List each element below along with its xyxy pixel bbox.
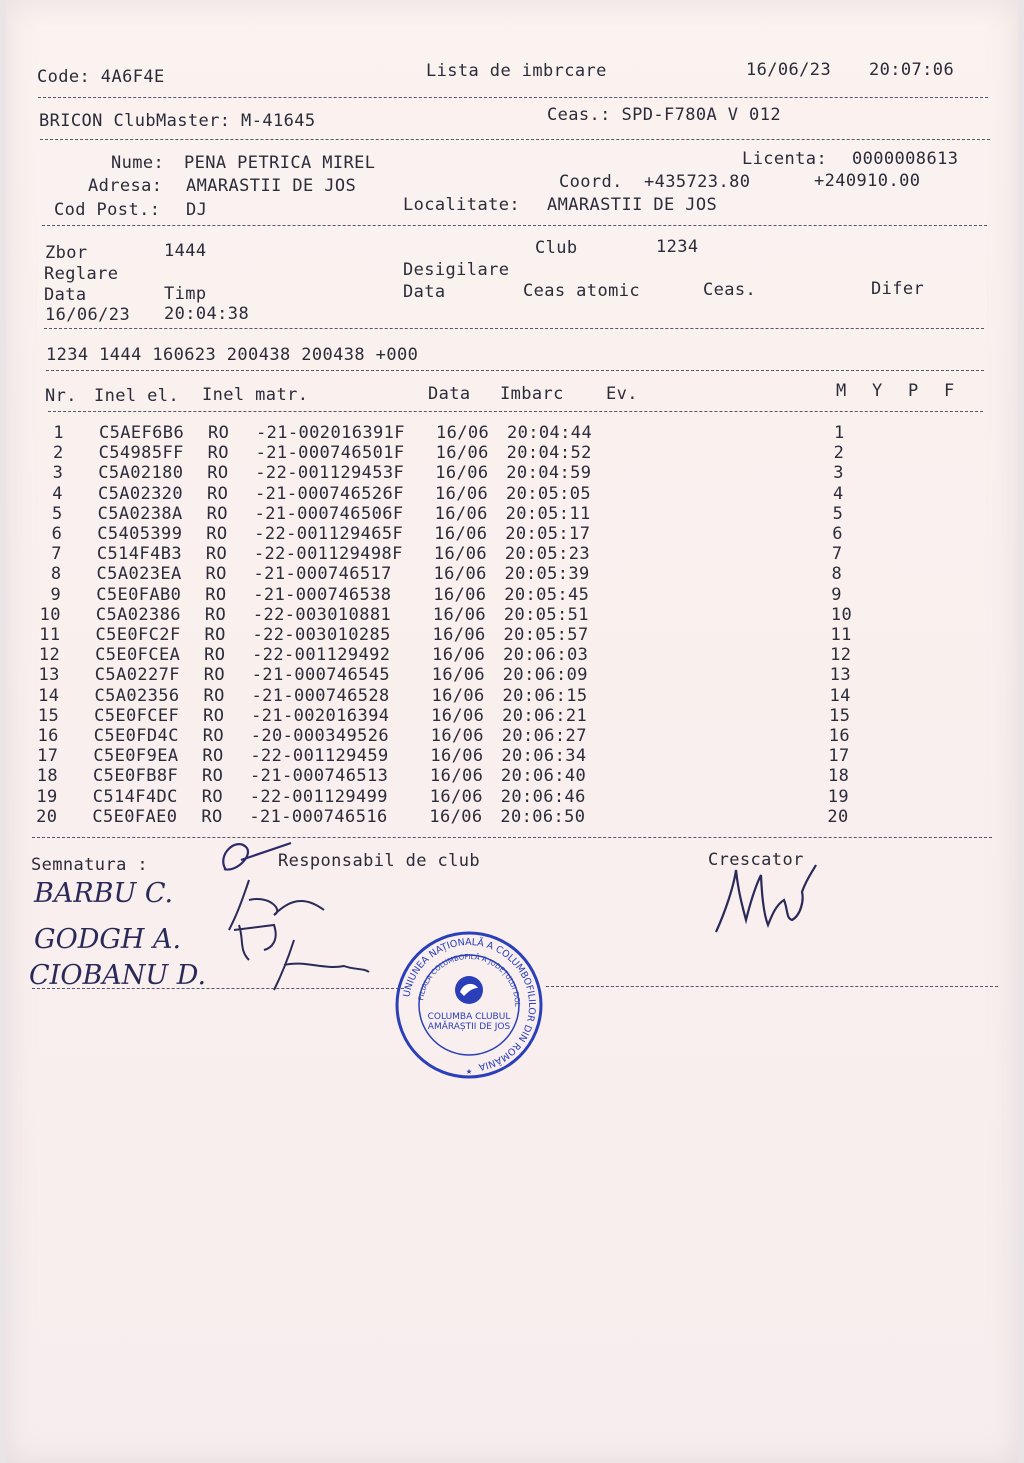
divider	[546, 986, 998, 987]
row-m: 3	[833, 463, 844, 484]
table-row	[6, 746, 1018, 766]
row-inel-matr: -21-000746506F	[254, 503, 404, 524]
row-m: 11	[830, 625, 852, 645]
row-m: 18	[828, 766, 850, 787]
row-date: 16/06	[431, 705, 485, 726]
row-country: RO	[206, 483, 229, 504]
row-m: 7	[831, 544, 843, 565]
row-nr: 12	[38, 645, 61, 666]
row-nr: 9	[50, 584, 62, 605]
row-inel-el: C5A02356	[94, 685, 180, 706]
row-imbarc-time: 20:04:59	[506, 463, 592, 484]
row-inel-matr: -21-002016394	[251, 705, 390, 726]
col-ev: Ev.	[606, 384, 638, 404]
table-row	[6, 443, 1018, 463]
divider	[40, 139, 990, 140]
row-date: 16/06	[433, 564, 487, 585]
row-country: RO	[205, 564, 227, 585]
row-inel-matr: -21-002016391F	[256, 423, 405, 443]
divider	[32, 837, 992, 838]
ticket-paper	[6, 0, 1018, 1463]
row-inel-matr: -20-000349526	[250, 726, 390, 746]
row-m: 17	[828, 746, 850, 767]
table-row	[6, 787, 1018, 807]
row-nr: 1	[53, 423, 64, 443]
row-imbarc-time: 20:05:57	[503, 625, 589, 645]
row-m: 20	[827, 806, 849, 827]
fancier-name: PENA PETRICA MIREL	[184, 153, 376, 173]
row-inel-el: C5E0FB8F	[93, 766, 179, 787]
row-date: 16/06	[431, 665, 485, 686]
row-country: RO	[203, 705, 225, 726]
row-date: 16/06	[429, 786, 483, 807]
row-country: RO	[207, 443, 229, 464]
row-inel-matr: -22-001129453F	[255, 463, 405, 484]
table-row	[6, 564, 1018, 584]
row-nr: 20	[36, 806, 58, 827]
row-imbarc-time: 20:06:46	[500, 786, 586, 807]
divider	[42, 225, 987, 226]
row-m: 14	[829, 685, 851, 706]
row-nr: 14	[38, 685, 60, 706]
divider	[38, 97, 988, 98]
row-date: 16/06	[436, 423, 490, 443]
row-inel-el: C5A023EA	[96, 564, 182, 585]
row-imbarc-time: 20:05:11	[505, 503, 591, 524]
row-imbarc-time: 20:05:05	[505, 483, 592, 504]
row-country: RO	[204, 625, 226, 645]
row-country: RO	[203, 665, 226, 686]
row-inel-matr: -21-000746516	[249, 806, 388, 827]
row-m: 19	[827, 786, 849, 807]
row-country: RO	[205, 544, 228, 565]
row-m: 5	[832, 503, 844, 524]
row-date: 16/06	[434, 483, 489, 504]
table-row	[6, 625, 1018, 645]
row-nr: 11	[39, 625, 61, 645]
row-country: RO	[204, 604, 227, 625]
row-inel-el: C5E0FAE0	[92, 806, 178, 827]
row-inel-matr: -21-000746501F	[255, 443, 405, 464]
data-label: Data	[44, 285, 87, 305]
row-date: 16/06	[434, 503, 488, 524]
code-label: Code: 4A6F4E	[37, 67, 165, 87]
row-country: RO	[204, 645, 226, 666]
postal-label: Cod Post.:	[54, 200, 161, 220]
row-country: RO	[202, 746, 224, 767]
row-imbarc-time: 20:06:40	[501, 766, 587, 787]
row-inel-el: C5E0F9EA	[93, 746, 179, 767]
col-f: F	[944, 381, 955, 401]
row-m: 6	[832, 524, 843, 544]
row-m: 9	[831, 584, 842, 605]
row-imbarc-time: 20:05:17	[505, 524, 591, 544]
name-label: Nume:	[111, 153, 165, 173]
row-date: 16/06	[435, 463, 489, 484]
row-imbarc-time: 20:06:21	[502, 705, 588, 726]
license-number: 0000008613	[852, 149, 959, 169]
row-date: 16/06	[432, 625, 486, 645]
row-m: 2	[833, 443, 845, 464]
col-inel-el: Inel el.	[94, 386, 180, 406]
address-label: Adresa:	[88, 176, 163, 196]
row-inel-el: C5E0FCEF	[94, 705, 180, 726]
stamp-center-text: COLUMBA CLUBUL AMĂRAȘTII DE JOS	[427, 1012, 511, 1032]
row-inel-matr: -21-000746517	[253, 564, 392, 585]
row-m: 13	[829, 665, 852, 686]
row-imbarc-time: 20:04:52	[506, 443, 592, 464]
row-inel-el: C5A02320	[97, 483, 184, 504]
row-m: 10	[830, 604, 853, 625]
row-nr: 7	[51, 544, 62, 565]
row-inel-matr: -21-000746538	[253, 584, 392, 605]
signature-godgh: GODGH A.	[34, 924, 182, 955]
row-inel-el: C514F4B3	[96, 544, 182, 565]
stamp-outer-text: UNIUNEA NAȚIONALĂ A COLUMBOFILILOR DIN ROMÂNIA	[401, 936, 538, 1073]
clock-model: Ceas.: SPD-F780A V 012	[547, 105, 781, 125]
row-nr: 3	[52, 463, 64, 484]
data2-label: Data	[403, 282, 446, 302]
license-label: Licenta:	[742, 149, 828, 169]
coord-label: Coord.	[559, 172, 623, 192]
club-label: Club	[535, 238, 578, 258]
row-inel-el: C5405399	[97, 524, 183, 544]
row-imbarc-time: 20:05:45	[504, 584, 590, 605]
row-date: 16/06	[430, 746, 484, 767]
row-m: 1	[834, 423, 845, 443]
table-row	[6, 524, 1018, 544]
row-inel-el: C514F4DC	[92, 786, 178, 807]
club-stamp	[394, 930, 544, 1082]
row-imbarc-time: 20:04:44	[507, 423, 593, 443]
table-row	[6, 665, 1018, 685]
device-name: BRICON ClubMaster: M-41645	[39, 111, 316, 131]
row-imbarc-time: 20:05:39	[504, 564, 590, 585]
table-row	[6, 766, 1018, 786]
row-inel-el: C5A0238A	[97, 503, 183, 524]
coord-lat: +435723.80	[644, 172, 751, 192]
row-inel-matr: -22-001129498F	[253, 544, 403, 565]
row-imbarc-time: 20:06:50	[500, 806, 586, 827]
flight-summary: 1234 1444 160623 200438 200438 +000	[46, 345, 419, 365]
row-m: 8	[831, 564, 843, 585]
signature-ciobanu: CIOBANU D.	[29, 960, 207, 991]
row-nr: 2	[53, 443, 64, 464]
row-m: 16	[828, 726, 851, 746]
row-inel-el: C5E0FCEA	[95, 645, 181, 666]
row-nr: 15	[37, 705, 60, 726]
col-inel-matr: Inel matr.	[202, 385, 309, 405]
row-country: RO	[202, 726, 225, 746]
crescator-signature	[706, 860, 836, 940]
row-date: 16/06	[435, 443, 489, 464]
row-date: 16/06	[431, 685, 485, 706]
row-m: 15	[829, 705, 851, 726]
row-imbarc-time: 20:05:23	[504, 544, 590, 565]
row-inel-el: C5A02386	[95, 604, 181, 625]
row-date: 16/06	[432, 604, 487, 625]
reglare-date: 16/06/23	[45, 305, 131, 325]
row-inel-el: C5E0FD4C	[93, 726, 179, 746]
row-imbarc-time: 20:05:51	[503, 604, 589, 625]
row-date: 16/06	[429, 806, 483, 827]
table-row	[6, 544, 1018, 564]
zbor-value: 1444	[164, 241, 207, 261]
committee-signatures	[24, 870, 384, 1000]
row-nr: 10	[39, 604, 61, 625]
row-nr: 4	[52, 483, 63, 504]
row-country: RO	[201, 786, 223, 807]
row-country: RO	[205, 584, 227, 605]
responsabil-label: Responsabil de club	[278, 851, 481, 871]
row-date: 16/06	[430, 766, 484, 787]
row-inel-matr: -22-001129459	[250, 746, 389, 767]
row-country: RO	[202, 766, 224, 787]
row-inel-el: C5A02180	[98, 463, 184, 484]
divider	[48, 411, 983, 412]
row-date: 16/06	[432, 645, 486, 666]
page-title: Lista de imbrcare	[426, 61, 607, 81]
row-inel-matr: -21-000746513	[250, 766, 389, 787]
row-m: 12	[830, 645, 852, 666]
coord-lon: +240910.00	[814, 171, 921, 191]
table-row	[6, 585, 1018, 605]
row-country: RO	[201, 806, 223, 827]
row-nr: 13	[38, 665, 60, 686]
timp-label: Timp	[164, 284, 207, 304]
col-nr: Nr.	[45, 386, 77, 406]
row-imbarc-time: 20:06:34	[501, 746, 587, 767]
row-date: 16/06	[433, 584, 487, 605]
ceas-atomic-label: Ceas atomic	[523, 281, 640, 301]
table-row	[6, 706, 1018, 726]
row-country: RO	[206, 503, 228, 524]
difer-label: Difer	[871, 279, 925, 299]
row-inel-el: C54985FF	[98, 443, 184, 464]
semnatura-label: Semnatura :	[31, 855, 148, 875]
row-inel-el: C5AEF6B6	[99, 423, 185, 443]
postal-value: DJ	[186, 200, 208, 220]
table-row	[6, 807, 1018, 827]
table-row	[6, 726, 1018, 746]
row-m: 4	[832, 483, 844, 504]
divider	[46, 370, 984, 371]
row-nr: 5	[51, 503, 63, 524]
row-nr: 8	[50, 564, 62, 585]
reglare-time: 20:04:38	[164, 304, 250, 324]
col-data: Data	[428, 384, 471, 404]
row-date: 16/06	[433, 544, 488, 565]
reglare-label: Reglare	[44, 264, 119, 284]
row-nr: 19	[36, 786, 58, 807]
row-inel-matr: -21-000746526F	[254, 483, 404, 504]
crescator-label: Crescator	[708, 850, 804, 870]
header-time: 20:07:06	[869, 60, 955, 80]
row-imbarc-time: 20:06:27	[501, 726, 587, 746]
locality-label: Localitate:	[403, 195, 520, 215]
table-row	[6, 605, 1018, 625]
row-country: RO	[206, 524, 228, 544]
row-country: RO	[203, 685, 225, 706]
row-inel-matr: -22-003010285	[252, 625, 391, 645]
row-nr: 6	[51, 524, 63, 544]
row-nr: 18	[36, 766, 59, 787]
row-inel-matr: -21-000746528	[251, 685, 390, 706]
col-y: Y	[872, 381, 883, 401]
star-icon: ★	[465, 1066, 473, 1077]
row-inel-matr: -22-001129465F	[254, 524, 404, 544]
row-imbarc-time: 20:06:09	[502, 665, 588, 686]
ceas-label: Ceas.	[703, 280, 757, 300]
divider	[44, 328, 984, 329]
table-row	[6, 423, 1018, 443]
table-row	[6, 484, 1018, 504]
row-inel-matr: -22-003010881	[252, 604, 392, 625]
address-value: AMARASTII DE JOS	[186, 176, 357, 196]
row-nr: 17	[37, 746, 59, 767]
zbor-label: Zbor	[45, 243, 88, 263]
row-inel-el: C5E0FC2F	[95, 625, 181, 645]
row-inel-el: C5E0FAB0	[96, 584, 182, 605]
table-row	[6, 645, 1018, 665]
row-inel-matr: -22-001129492	[252, 645, 391, 666]
row-imbarc-time: 20:06:03	[503, 645, 589, 666]
table-row	[6, 504, 1018, 524]
header-date: 16/06/23	[746, 60, 832, 80]
row-country: RO	[208, 423, 230, 443]
col-p: P	[908, 381, 919, 401]
row-inel-matr: -21-000746545	[251, 665, 391, 686]
row-date: 16/06	[434, 524, 488, 544]
row-inel-el: C5A0227F	[94, 665, 180, 686]
col-imbarc: Imbarc	[500, 384, 564, 404]
table-row	[6, 463, 1018, 483]
club-value: 1234	[656, 237, 699, 257]
desigilare-label: Desigilare	[403, 260, 510, 280]
signature-barbu: BARBU C.	[34, 878, 174, 909]
stamp-inner-text: FILIALA COLUMBOFILĂ A JUDEȚULUI DOL	[417, 952, 522, 1007]
row-date: 16/06	[430, 726, 484, 746]
row-imbarc-time: 20:06:15	[502, 685, 588, 706]
divider	[32, 988, 404, 989]
row-inel-matr: -22-001129499	[249, 786, 388, 807]
row-country: RO	[207, 463, 229, 484]
row-nr: 16	[37, 726, 59, 746]
locality-value: AMARASTII DE JOS	[547, 195, 718, 215]
col-m: M	[836, 381, 847, 401]
table-row	[6, 686, 1018, 706]
